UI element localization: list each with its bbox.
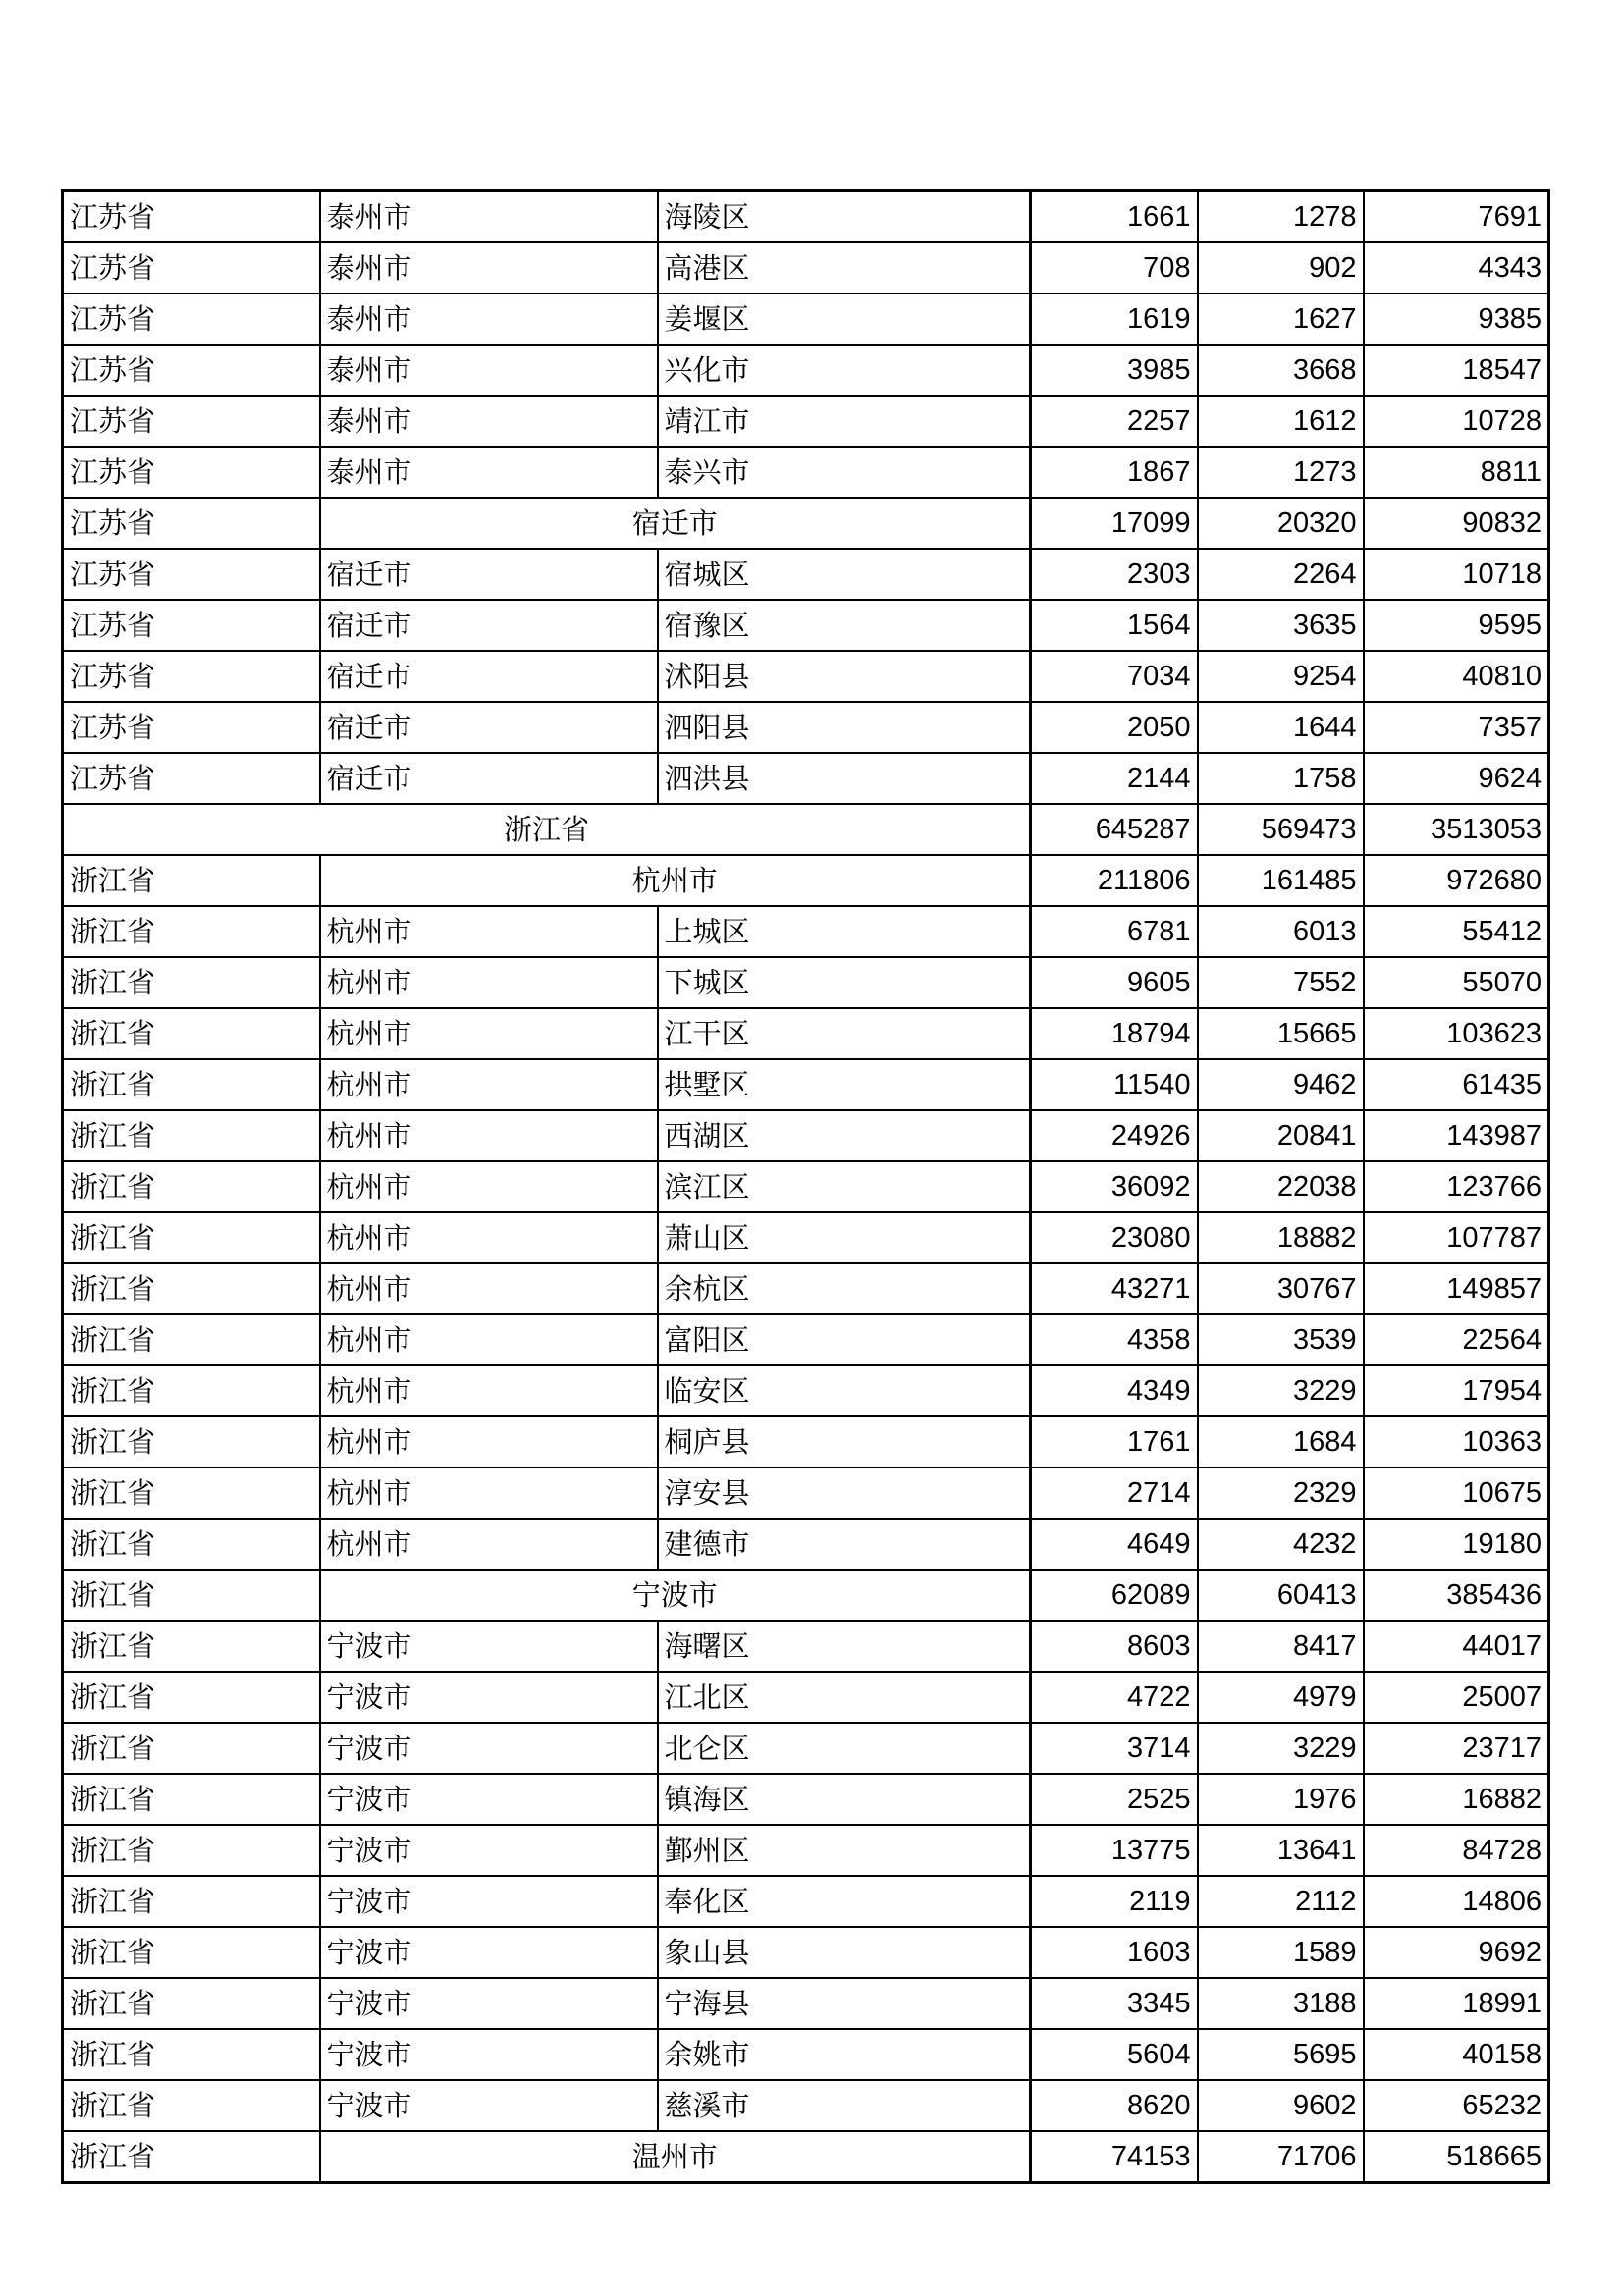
value-1-cell: 8603 [1031,1621,1198,1672]
province-cell: 浙江省 [63,2029,320,2080]
value-3-cell: 10728 [1364,396,1549,447]
district-cell: 江干区 [658,1008,1031,1059]
table-row [63,702,1549,753]
value-3-cell: 123766 [1364,1161,1549,1212]
city-cell: 杭州市 [320,1314,658,1365]
value-3-cell: 17954 [1364,1365,1549,1416]
district-cell: 余杭区 [658,1263,1031,1314]
value-2-cell: 161485 [1198,855,1364,906]
value-3-cell: 10363 [1364,1416,1549,1468]
value-3-cell: 9385 [1364,294,1549,345]
city-cell: 宁波市 [320,2080,658,2131]
value-1-cell: 2303 [1031,549,1198,600]
province-cell: 浙江省 [63,1978,320,2029]
district-cell: 余姚市 [658,2029,1031,2080]
value-3-cell: 90832 [1364,498,1549,549]
value-3-cell: 22564 [1364,1314,1549,1365]
province-cell: 浙江省 [63,1723,320,1774]
province-cell: 浙江省 [63,855,320,906]
value-2-cell: 2264 [1198,549,1364,600]
table-row [63,1927,1549,1978]
district-cell: 兴化市 [658,345,1031,396]
value-3-cell: 14806 [1364,1876,1549,1927]
value-2-cell: 1273 [1198,447,1364,498]
province-cell: 浙江省 [63,1314,320,1365]
district-cell: 宁海县 [658,1978,1031,2029]
value-1-cell: 4349 [1031,1365,1198,1416]
city-cell: 杭州市 [320,1416,658,1468]
table-row [63,1365,1549,1416]
value-1-cell: 2714 [1031,1468,1198,1519]
value-2-cell: 20841 [1198,1110,1364,1161]
value-3-cell: 84728 [1364,1825,1549,1876]
value-3-cell: 19180 [1364,1519,1549,1570]
city-name-cell: 宁波市 [320,1570,1031,1621]
district-cell: 海陵区 [658,191,1031,243]
value-2-cell: 2329 [1198,1468,1364,1519]
value-2-cell: 1612 [1198,396,1364,447]
district-cell: 北仑区 [658,1723,1031,1774]
province-cell: 浙江省 [63,2080,320,2131]
value-3-cell: 972680 [1364,855,1549,906]
province-cell: 江苏省 [63,294,320,345]
city-cell: 杭州市 [320,957,658,1008]
value-1-cell: 2257 [1031,396,1198,447]
value-3-cell: 7691 [1364,191,1549,243]
district-cell: 沭阳县 [658,651,1031,702]
value-3-cell: 65232 [1364,2080,1549,2131]
value-3-cell: 107787 [1364,1212,1549,1263]
table-row [63,1723,1549,1774]
value-2-cell: 60413 [1198,1570,1364,1621]
city-cell: 宁波市 [320,1672,658,1723]
value-1-cell: 1619 [1031,294,1198,345]
value-2-cell: 9254 [1198,651,1364,702]
province-cell: 浙江省 [63,1110,320,1161]
value-3-cell: 143987 [1364,1110,1549,1161]
city-cell: 宿迁市 [320,600,658,651]
table-row [63,191,1549,243]
province-cell: 江苏省 [63,396,320,447]
district-cell: 萧山区 [658,1212,1031,1263]
value-2-cell: 1589 [1198,1927,1364,1978]
district-cell: 姜堰区 [658,294,1031,345]
value-3-cell: 9595 [1364,600,1549,651]
district-cell: 泰兴市 [658,447,1031,498]
value-2-cell: 1644 [1198,702,1364,753]
value-3-cell: 3513053 [1364,804,1549,855]
value-2-cell: 22038 [1198,1161,1364,1212]
table-row [63,1774,1549,1825]
value-1-cell: 6781 [1031,906,1198,957]
table-row [63,396,1549,447]
value-3-cell: 149857 [1364,1263,1549,1314]
value-2-cell: 3668 [1198,345,1364,396]
value-1-cell: 2525 [1031,1774,1198,1825]
table-row [63,1825,1549,1876]
value-1-cell: 13775 [1031,1825,1198,1876]
value-1-cell: 1661 [1031,191,1198,243]
table-row [63,447,1549,498]
value-1-cell: 23080 [1031,1212,1198,1263]
city-cell: 泰州市 [320,191,658,243]
value-1-cell: 62089 [1031,1570,1198,1621]
city-name-cell: 宿迁市 [320,498,1031,549]
province-cell: 浙江省 [63,2131,320,2183]
value-2-cell: 3188 [1198,1978,1364,2029]
value-1-cell: 1761 [1031,1416,1198,1468]
value-2-cell: 20320 [1198,498,1364,549]
table-row [63,753,1549,804]
province-cell: 浙江省 [63,906,320,957]
city-cell: 宁波市 [320,1876,658,1927]
value-1-cell: 1603 [1031,1927,1198,1978]
value-1-cell: 4722 [1031,1672,1198,1723]
value-1-cell: 36092 [1031,1161,1198,1212]
value-2-cell: 9602 [1198,2080,1364,2131]
district-cell: 拱墅区 [658,1059,1031,1110]
value-3-cell: 61435 [1364,1059,1549,1110]
value-3-cell: 16882 [1364,1774,1549,1825]
table-row [63,1468,1549,1519]
value-1-cell: 43271 [1031,1263,1198,1314]
value-1-cell: 74153 [1031,2131,1198,2183]
value-3-cell: 18547 [1364,345,1549,396]
value-2-cell: 5695 [1198,2029,1364,2080]
district-cell: 高港区 [658,242,1031,294]
value-3-cell: 10675 [1364,1468,1549,1519]
table-row [63,1212,1549,1263]
city-cell: 宁波市 [320,1927,658,1978]
province-cell: 江苏省 [63,702,320,753]
value-3-cell: 40810 [1364,651,1549,702]
table-row [63,1059,1549,1110]
table-row [63,1416,1549,1468]
value-1-cell: 8620 [1031,2080,1198,2131]
value-1-cell: 9605 [1031,957,1198,1008]
table-row [63,1672,1549,1723]
province-cell: 浙江省 [63,1263,320,1314]
province-cell: 浙江省 [63,1365,320,1416]
value-3-cell: 40158 [1364,2029,1549,2080]
value-2-cell: 9462 [1198,1059,1364,1110]
value-2-cell: 2112 [1198,1876,1364,1927]
value-2-cell: 1758 [1198,753,1364,804]
table-row [63,294,1549,345]
province-cell: 江苏省 [63,753,320,804]
value-2-cell: 7552 [1198,957,1364,1008]
province-cell: 江苏省 [63,600,320,651]
district-cell: 临安区 [658,1365,1031,1416]
district-cell: 宿豫区 [658,600,1031,651]
table-row [63,549,1549,600]
value-1-cell: 5604 [1031,2029,1198,2080]
district-cell: 奉化区 [658,1876,1031,1927]
province-cell: 江苏省 [63,447,320,498]
value-2-cell: 3635 [1198,600,1364,651]
province-cell: 浙江省 [63,1876,320,1927]
value-2-cell: 4979 [1198,1672,1364,1723]
table-row [63,651,1549,702]
value-3-cell: 103623 [1364,1008,1549,1059]
table-row [63,600,1549,651]
value-1-cell: 3345 [1031,1978,1198,2029]
province-cell: 江苏省 [63,549,320,600]
district-cell: 滨江区 [658,1161,1031,1212]
value-1-cell: 1867 [1031,447,1198,498]
value-1-cell: 24926 [1031,1110,1198,1161]
value-2-cell: 18882 [1198,1212,1364,1263]
value-1-cell: 2050 [1031,702,1198,753]
province-cell: 浙江省 [63,1468,320,1519]
district-cell: 象山县 [658,1927,1031,1978]
value-3-cell: 8811 [1364,447,1549,498]
province-cell: 江苏省 [63,191,320,243]
province-cell: 浙江省 [63,1570,320,1621]
value-2-cell: 1627 [1198,294,1364,345]
value-1-cell: 4358 [1031,1314,1198,1365]
city-cell: 杭州市 [320,1212,658,1263]
value-1-cell: 11540 [1031,1059,1198,1110]
city-cell: 宁波市 [320,1621,658,1672]
table-body [63,191,1549,2183]
value-3-cell: 9692 [1364,1927,1549,1978]
value-1-cell: 3714 [1031,1723,1198,1774]
city-cell: 宁波市 [320,2029,658,2080]
table-row [63,906,1549,957]
table-row [63,345,1549,396]
province-total-row [63,804,1549,855]
value-3-cell: 44017 [1364,1621,1549,1672]
province-cell: 江苏省 [63,651,320,702]
city-name-cell: 温州市 [320,2131,1031,2183]
city-cell: 宿迁市 [320,651,658,702]
value-2-cell: 6013 [1198,906,1364,957]
city-cell: 杭州市 [320,906,658,957]
value-1-cell: 1564 [1031,600,1198,651]
value-1-cell: 211806 [1031,855,1198,906]
province-cell: 浙江省 [63,1927,320,1978]
city-cell: 泰州市 [320,345,658,396]
province-cell: 江苏省 [63,242,320,294]
province-cell: 浙江省 [63,1212,320,1263]
district-cell: 宿城区 [658,549,1031,600]
province-name-cell: 浙江省 [63,804,1031,855]
province-cell: 浙江省 [63,1621,320,1672]
city-cell: 泰州市 [320,242,658,294]
value-3-cell: 25007 [1364,1672,1549,1723]
city-cell: 泰州市 [320,294,658,345]
value-1-cell: 645287 [1031,804,1198,855]
table-row [63,1008,1549,1059]
table-row [63,957,1549,1008]
district-cell: 慈溪市 [658,2080,1031,2131]
value-2-cell: 15665 [1198,1008,1364,1059]
province-cell: 江苏省 [63,498,320,549]
district-cell: 建德市 [658,1519,1031,1570]
value-3-cell: 385436 [1364,1570,1549,1621]
district-cell: 海曙区 [658,1621,1031,1672]
city-cell: 宿迁市 [320,549,658,600]
province-cell: 浙江省 [63,1825,320,1876]
table-row [63,1978,1549,2029]
city-cell: 宁波市 [320,1723,658,1774]
district-cell: 上城区 [658,906,1031,957]
city-cell: 杭州市 [320,1008,658,1059]
city-cell: 杭州市 [320,1263,658,1314]
city-total-row [63,2131,1549,2183]
table-row [63,242,1549,294]
province-cell: 浙江省 [63,1008,320,1059]
province-cell: 江苏省 [63,345,320,396]
value-3-cell: 9624 [1364,753,1549,804]
value-2-cell: 71706 [1198,2131,1364,2183]
value-2-cell: 1976 [1198,1774,1364,1825]
district-cell: 鄞州区 [658,1825,1031,1876]
value-2-cell: 3539 [1198,1314,1364,1365]
city-cell: 泰州市 [320,396,658,447]
district-cell: 富阳区 [658,1314,1031,1365]
city-total-row [63,855,1549,906]
value-2-cell: 569473 [1198,804,1364,855]
city-cell: 宿迁市 [320,753,658,804]
value-3-cell: 10718 [1364,549,1549,600]
city-cell: 杭州市 [320,1161,658,1212]
value-3-cell: 55070 [1364,957,1549,1008]
city-name-cell: 杭州市 [320,855,1031,906]
province-cell: 浙江省 [63,1774,320,1825]
district-cell: 靖江市 [658,396,1031,447]
value-3-cell: 4343 [1364,242,1549,294]
value-2-cell: 1278 [1198,191,1364,243]
district-cell: 泗洪县 [658,753,1031,804]
table-row [63,1519,1549,1570]
district-cell: 江北区 [658,1672,1031,1723]
province-cell: 浙江省 [63,1059,320,1110]
value-2-cell: 1684 [1198,1416,1364,1468]
value-1-cell: 18794 [1031,1008,1198,1059]
table-row [63,2080,1549,2131]
value-2-cell: 3229 [1198,1365,1364,1416]
table-row [63,1314,1549,1365]
province-cell: 浙江省 [63,1161,320,1212]
city-cell: 宁波市 [320,1978,658,2029]
table-row [63,1161,1549,1212]
table-row [63,1621,1549,1672]
data-table [61,189,1550,2184]
value-1-cell: 2119 [1031,1876,1198,1927]
value-1-cell: 4649 [1031,1519,1198,1570]
value-3-cell: 55412 [1364,906,1549,957]
city-cell: 杭州市 [320,1059,658,1110]
province-cell: 浙江省 [63,1519,320,1570]
city-cell: 杭州市 [320,1519,658,1570]
city-cell: 宁波市 [320,1774,658,1825]
district-cell: 淳安县 [658,1468,1031,1519]
city-cell: 宿迁市 [320,702,658,753]
province-cell: 浙江省 [63,1416,320,1468]
value-1-cell: 3985 [1031,345,1198,396]
city-cell: 杭州市 [320,1110,658,1161]
city-cell: 杭州市 [320,1468,658,1519]
city-cell: 泰州市 [320,447,658,498]
value-1-cell: 708 [1031,242,1198,294]
value-2-cell: 3229 [1198,1723,1364,1774]
value-1-cell: 17099 [1031,498,1198,549]
city-cell: 杭州市 [320,1365,658,1416]
value-3-cell: 7357 [1364,702,1549,753]
city-total-row [63,498,1549,549]
value-3-cell: 518665 [1364,2131,1549,2183]
value-1-cell: 2144 [1031,753,1198,804]
value-3-cell: 18991 [1364,1978,1549,2029]
district-cell: 泗阳县 [658,702,1031,753]
table-row [63,2029,1549,2080]
table-row [63,1110,1549,1161]
city-cell: 宁波市 [320,1825,658,1876]
district-cell: 西湖区 [658,1110,1031,1161]
table-row [63,1263,1549,1314]
value-2-cell: 902 [1198,242,1364,294]
value-1-cell: 7034 [1031,651,1198,702]
value-2-cell: 13641 [1198,1825,1364,1876]
district-cell: 桐庐县 [658,1416,1031,1468]
province-cell: 浙江省 [63,1672,320,1723]
value-3-cell: 23717 [1364,1723,1549,1774]
value-2-cell: 8417 [1198,1621,1364,1672]
value-2-cell: 4232 [1198,1519,1364,1570]
table-row [63,1876,1549,1927]
city-total-row [63,1570,1549,1621]
district-cell: 下城区 [658,957,1031,1008]
value-2-cell: 30767 [1198,1263,1364,1314]
district-cell: 镇海区 [658,1774,1031,1825]
province-cell: 浙江省 [63,957,320,1008]
